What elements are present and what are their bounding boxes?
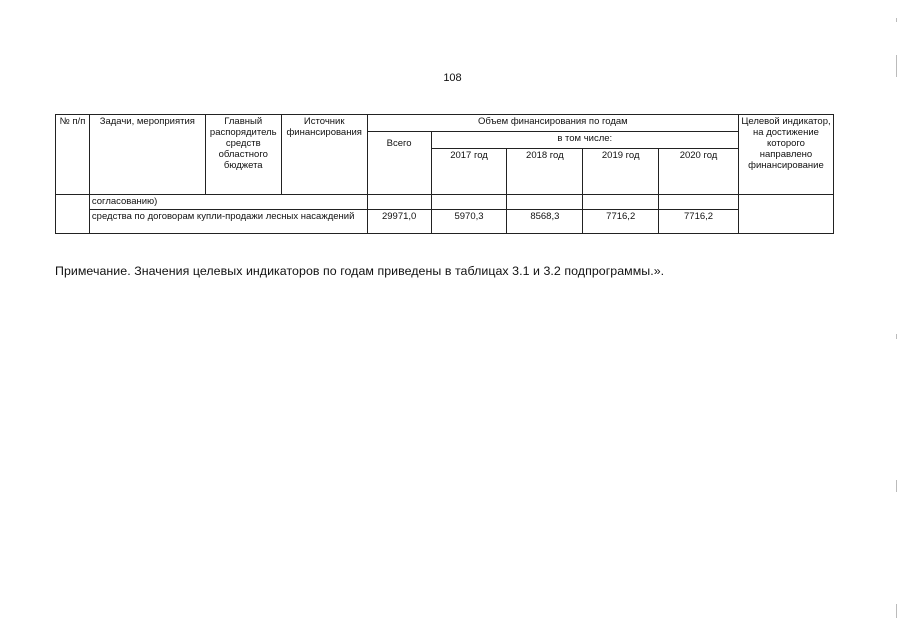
page-number: 108 (443, 72, 462, 84)
header-number: № п/п (56, 115, 90, 195)
scan-mark (896, 18, 897, 22)
header-volume: Объем финансирования по годам (367, 115, 738, 132)
header-total: Всего (367, 132, 431, 195)
scan-mark (896, 55, 897, 77)
cell-year: 7716,2 (659, 210, 739, 234)
header-indicator: Целевой индикатор, на достижение которого направлено финансирование (738, 115, 833, 195)
cell-year (659, 195, 739, 210)
header-source: Источник финансирования (281, 115, 367, 195)
header-year: 2019 год (583, 149, 659, 195)
cell-indicator (738, 195, 833, 234)
cell-total: 29971,0 (367, 210, 431, 234)
footnote: Примечание. Значения целевых индикаторов по годам приведены в таблицах 3.1 и 3.2 подпрограммы.». (55, 264, 665, 278)
cell-year: 7716,2 (583, 210, 659, 234)
header-manager: Главный распорядитель средств областного бюджета (205, 115, 281, 195)
cell-year (431, 195, 507, 210)
header-tasks: Задачи, мероприятия (89, 115, 205, 195)
header-year: 2020 год (659, 149, 739, 195)
cell-year: 8568,3 (507, 210, 583, 234)
cell-year (583, 195, 659, 210)
cell-total (367, 195, 431, 210)
header-year: 2018 год (507, 149, 583, 195)
header-year: 2017 год (431, 149, 507, 195)
row-number-cell (56, 195, 90, 234)
table-header-row (56, 115, 834, 132)
row-text: согласованию) (89, 195, 367, 210)
cell-year: 5970,3 (431, 210, 507, 234)
cell-year (507, 195, 583, 210)
table-row (56, 195, 834, 210)
financing-table (55, 114, 834, 234)
table-row (56, 210, 834, 234)
scan-mark (896, 334, 897, 339)
scan-mark (896, 604, 897, 618)
scan-mark (896, 480, 897, 492)
row-text: средства по договорам купли-продажи лесных насаждений (89, 210, 367, 234)
header-including: в том числе: (431, 132, 738, 149)
